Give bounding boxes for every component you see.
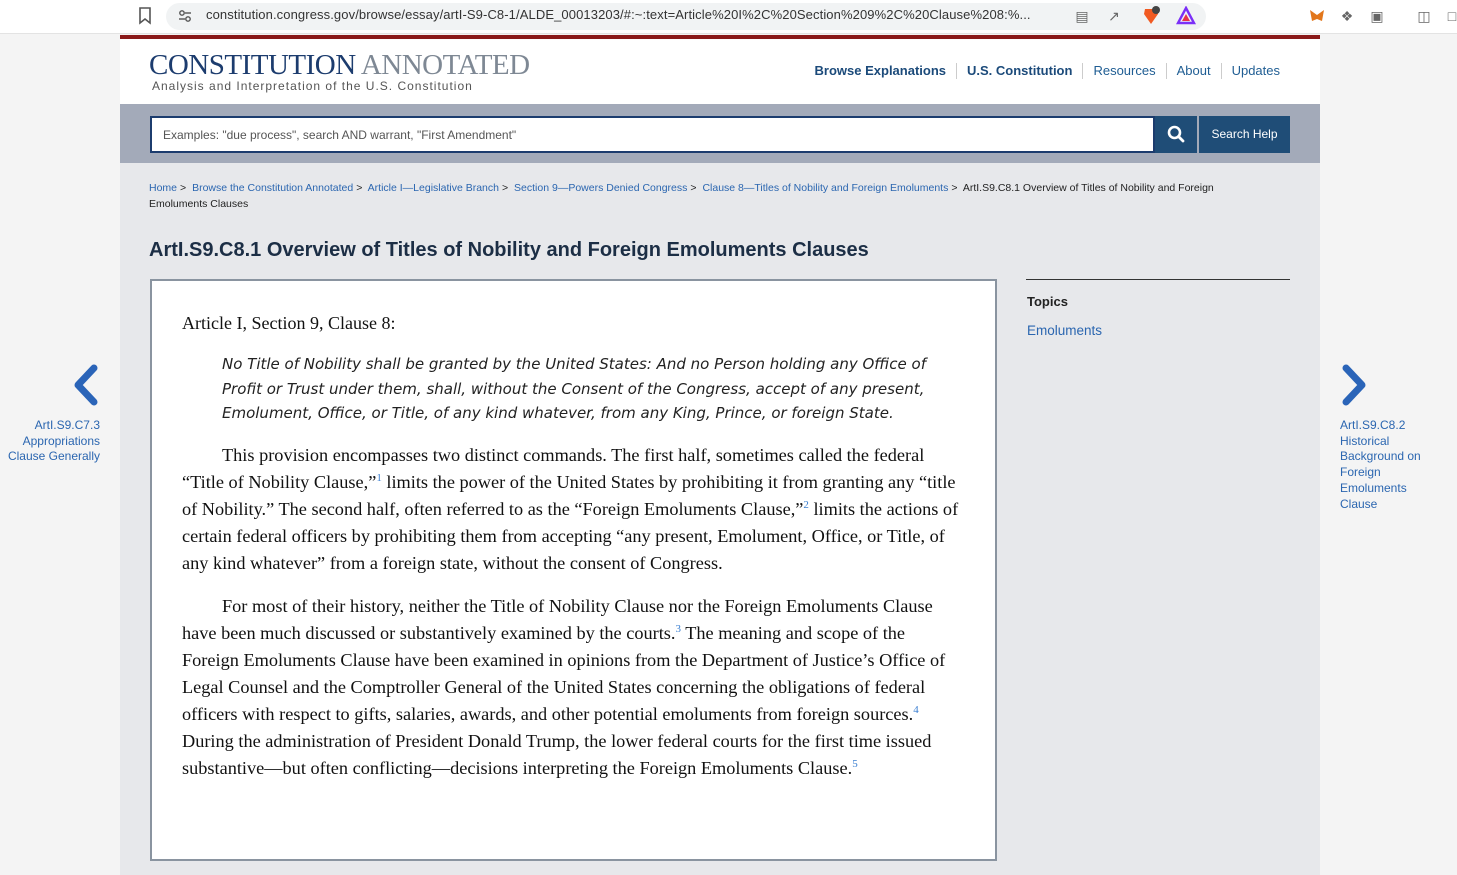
nav-browse-explanations[interactable]: Browse Explanations	[814, 63, 947, 78]
browser-toolbar	[0, 0, 1457, 34]
main-nav	[805, 63, 1290, 79]
breadcrumb-separator: >	[501, 182, 509, 194]
brave-shields-icon[interactable]	[1141, 6, 1161, 26]
next-essay-link[interactable]: ArtI.S9.C8.2 Historical Background on Foreign Emoluments Clause	[1340, 418, 1421, 511]
search-button[interactable]	[1155, 116, 1197, 153]
window-icon[interactable]: □	[1447, 8, 1457, 24]
topic-link-emoluments[interactable]: Emoluments	[1027, 323, 1103, 338]
breadcrumb-separator: >	[180, 182, 187, 194]
url-text[interactable]: constitution.congress.gov/browse/essay/artI-S9-C8-1/ALDE_00013203/#:~:text=Article%20I%2C%20Section%209%2C%20Clause%208:%...	[206, 7, 1031, 22]
wallet-extension-icon[interactable]	[1307, 6, 1327, 26]
paragraph-text: limits the power of the United States by prohibiting it from granting any “title of Nobility.” The second half, often referred to as the “Foreign Emoluments Clause,”	[182, 471, 956, 519]
page-content	[120, 35, 1320, 875]
breadcrumb-home[interactable]: Home	[149, 182, 178, 194]
paragraph-text: During the administration of President Donald Trump, the lower federal courts for the first time issued substantive—but often conflicting—decisions interpreting the Foreign Emoluments Clause.	[182, 730, 932, 778]
breadcrumb-current: ArtI.S9.C8.1 Overview of Titles of Nobility and Foreign Emoluments Clauses	[149, 182, 1214, 210]
sidebar-divider	[1026, 279, 1290, 280]
search-band	[120, 104, 1320, 163]
paragraph-text: For most of their history, neither the Title of Nobility Clause nor the Foreign Emoluments Clause have been much discussed or substantively examined by the courts.	[182, 595, 933, 643]
breadcrumb-article[interactable]: Article I—Legislative Branch	[367, 182, 499, 194]
footnote-link-5[interactable]: 5	[852, 757, 858, 770]
footnote-link-1[interactable]: 1	[376, 471, 382, 484]
clause-heading: Article I, Section 9, Clause 8:	[182, 313, 396, 333]
essay-paragraph	[182, 593, 965, 782]
paragraph-text: limits the actions of certain federal officers by prohibiting them from accepting “any present, Emolument, Office, or Title, of any kind whatever” from a foreign state, without the consent of Congress.	[182, 498, 959, 573]
logo-accent: ANNOTATED	[360, 49, 530, 81]
previous-essay-link[interactable]: ArtI.S9.C7.3 Appropriations Clause Generally	[7, 418, 100, 464]
reader-mode-icon[interactable]: ▤	[1075, 8, 1089, 24]
clause-quote: No Title of Nobility shall be granted by the United States: And no Person holding any Office of Profit or Trust under them, shall, without the Consent of the Congress, accept of any present, Emolument, Office, or Title, of any kind whatever, from any King, Prince, or foreign State.	[222, 355, 926, 422]
search-icon	[1167, 125, 1185, 143]
nav-us-constitution[interactable]: U.S. Constitution	[956, 63, 1082, 79]
site-header	[120, 39, 1320, 104]
footnote-link-4[interactable]: 4	[913, 703, 919, 716]
site-settings-icon[interactable]	[176, 7, 194, 25]
essay-paragraph	[182, 442, 965, 577]
breadcrumb-browse[interactable]: Browse the Constitution Annotated	[192, 182, 354, 194]
logo-subtitle: Analysis and Interpretation of the U.S. Constitution	[152, 79, 473, 93]
breadcrumb-separator: >	[951, 182, 958, 194]
paragraph-text: The meaning and scope of the Foreign Emoluments Clause have been examined in opinions from the Department of Justice’s Office of Legal Counsel and the Comptroller General of the United States concerning the obligations of federal officers with respect to gifts, salaries, awards, and other potential emoluments from foreign sources.	[182, 622, 946, 724]
breadcrumb	[149, 180, 1259, 212]
breadcrumb-clause[interactable]: Clause 8—Titles of Nobility and Foreign Emoluments	[702, 182, 949, 194]
breadcrumb-separator: >	[690, 182, 697, 194]
sidebar-toggle-icon[interactable]: ◫	[1417, 8, 1431, 24]
footnote-link-2[interactable]: 2	[803, 498, 809, 511]
bookmark-icon[interactable]	[138, 7, 152, 25]
nav-about[interactable]: About	[1166, 63, 1221, 79]
paragraph-text: This provision encompasses two distinct commands. The first half, sometimes called the federal “Title of Nobility Clause,”	[182, 444, 925, 492]
footnote-link-3[interactable]: 3	[675, 622, 681, 635]
essay-body	[150, 279, 997, 861]
next-essay-arrow-icon[interactable]	[1338, 364, 1370, 406]
topics-heading: Topics	[1027, 294, 1068, 309]
site-logo[interactable]	[149, 49, 530, 82]
extensions-icon[interactable]: ❖	[1340, 8, 1354, 24]
page-title: ArtI.S9.C8.1 Overview of Titles of Nobility and Foreign Emoluments Clauses	[149, 239, 869, 261]
logo-main: CONSTITUTION	[149, 49, 356, 81]
share-icon[interactable]: ↗	[1108, 8, 1120, 24]
tab-search-icon[interactable]: ▣	[1370, 8, 1384, 24]
search-help-button[interactable]: Search Help	[1199, 116, 1290, 153]
brave-rewards-icon[interactable]	[1176, 6, 1196, 26]
nav-resources[interactable]: Resources	[1082, 63, 1165, 79]
search-input[interactable]	[150, 116, 1155, 153]
previous-essay-arrow-icon[interactable]	[68, 364, 100, 406]
breadcrumb-section[interactable]: Section 9—Powers Denied Congress	[514, 182, 688, 194]
breadcrumb-separator: >	[356, 182, 363, 194]
nav-updates[interactable]: Updates	[1221, 63, 1290, 79]
